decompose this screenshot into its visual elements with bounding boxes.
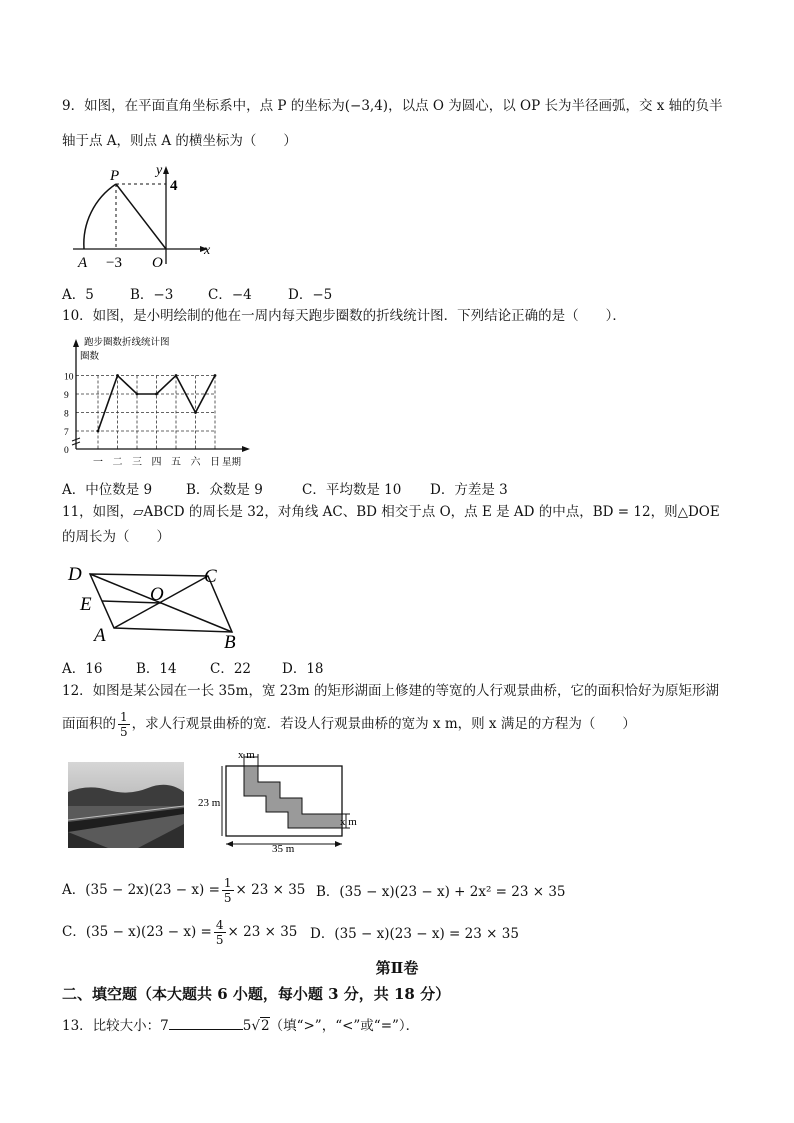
answer-blank[interactable] (169, 1015, 243, 1030)
q12-option-d: D．(35 − x)(23 − x) = 23 × 35 (310, 926, 519, 942)
chart-point (175, 374, 178, 377)
width-arrow-right (335, 841, 342, 847)
q13-post: （填“>”，“<”或“=”）． (269, 1018, 420, 1034)
chart-point (97, 430, 100, 433)
label-4: 4 (170, 178, 178, 194)
q12-option-c (62, 918, 297, 947)
q11-option-a: A．16 (62, 661, 103, 677)
label-o: O (152, 255, 163, 271)
q12-fraction (118, 710, 130, 739)
label-xm-top: x m (238, 752, 255, 761)
q11-line1: 11，如图，▱ABCD 的周长是 32，对角线 AC、BD 相交于点 O，点 E 是 AD 的中点，BD = 12，则△DOE (62, 504, 720, 520)
chart-point (155, 393, 158, 396)
label-d: D (68, 564, 82, 585)
chart-x-tick-label: 六 (190, 457, 201, 468)
q12-option-c-pre: C．(35 − x)(23 − x) = (62, 924, 212, 940)
chart-ylabel: 圈数 (80, 352, 100, 362)
segment-op (116, 184, 166, 249)
q12-option-c-fraction (214, 918, 226, 947)
label-a: A (78, 255, 88, 271)
q13-pre: 13．比较大小：7 (62, 1018, 169, 1034)
chart-y-tick-label: 9 (64, 391, 69, 401)
chart-x-arrow (242, 446, 250, 452)
chart-x-tick-label: 二 (112, 457, 123, 468)
chart-x-tick-label: 四 (151, 457, 162, 468)
label-minus3: −3 (106, 255, 122, 271)
label-y: y (156, 163, 163, 178)
q12-frac-denominator: 5 (120, 725, 128, 739)
q12-frac-numerator: 1 (120, 710, 128, 724)
label-p: P (110, 168, 120, 184)
q9-line1: 9．如图，在平面直角坐标系中，点 P 的坐标为(−3,4)，以点 O 为圆心，以 OP 长为半径画弧，交 x 轴的负半 (62, 98, 723, 114)
q13-coefficient: 5 (242, 1018, 252, 1034)
q10-chart (62, 333, 252, 471)
q12-line2-pre: 面面积的 (62, 716, 116, 732)
label-height: 23 m (198, 797, 221, 809)
label-a: A (94, 625, 106, 646)
q12-figure (196, 752, 366, 856)
q12-option-a-denominator: 5 (223, 891, 232, 905)
q12-option-c-post: × 23 × 35 (227, 924, 298, 940)
section-heading: 二、填空题（本大题共 6 小题，每小题 3 分，共 18 分） (62, 985, 451, 1003)
q10-option-d: D．方差是 3 (430, 482, 508, 498)
q10-line1: 10．如图，是小明绘制的他在一周内每天跑步圈数的折线统计图．下列结论正确的是（ ）． (62, 308, 626, 324)
q10-option-c: C．平均数是 10 (302, 482, 402, 498)
label-width: 35 m (272, 843, 295, 855)
width-arrow-left (226, 841, 233, 847)
chart-x-tick-label: 一 (93, 457, 103, 468)
q12-option-a-fraction (222, 876, 234, 905)
q10-option-a: A．中位数是 9 (62, 482, 153, 498)
q12-line2 (62, 710, 636, 739)
q11-option-d: D．18 (282, 661, 324, 677)
sqrt-sign: √ (251, 1018, 260, 1034)
chart-point (214, 374, 217, 377)
chart-x-tick-label: 日 (210, 457, 220, 468)
q12-option-a (62, 876, 305, 905)
q12-option-a-post: × 23 × 35 (235, 882, 306, 898)
chart-point (194, 411, 197, 414)
q9-option-d: D．−5 (288, 287, 333, 303)
label-xm-right: x m (340, 816, 357, 828)
bridge-photo (68, 762, 184, 848)
label-o: O (150, 584, 164, 605)
q12-option-a-pre: A．(35 − 2x)(23 − x) = (62, 882, 220, 898)
chart-y-tick-label: 7 (64, 428, 69, 438)
q11-option-c: C．22 (210, 661, 252, 677)
chart-marks (64, 373, 220, 469)
chart-grid (72, 376, 215, 450)
q11-figure (62, 562, 252, 654)
chart-x-tick-label: 三 (132, 457, 142, 468)
chart-y-tick-label: 0 (64, 446, 69, 456)
chart-y-arrow (73, 339, 79, 347)
q12-option-c-numerator: 4 (215, 918, 224, 932)
q11-line2: 的周长为（ ） (62, 529, 170, 545)
sqrt-radicand: 2 (260, 1018, 270, 1034)
chart-y-tick-label: 8 (64, 409, 69, 420)
chart-title: 跑步圈数折线统计图 (84, 338, 170, 348)
chart-y-tick-label: 10 (64, 372, 74, 383)
label-x: x (204, 243, 211, 258)
chart-point (116, 374, 119, 377)
q9-line2: 轴于点 A，则点 A 的横坐标为（ ） (62, 133, 297, 149)
q12-option-c-denominator: 5 (215, 933, 224, 947)
q9-figure (68, 160, 218, 272)
q9-option-b: B．−3 (130, 287, 174, 303)
chart-point (136, 393, 139, 396)
q13 (62, 1014, 419, 1034)
label-e: E (80, 594, 92, 615)
q9-option-c: C．−4 (208, 287, 252, 303)
q10-option-b: B．众数是 9 (186, 482, 263, 498)
q12-line1: 12．如图是某公园在一长 35m，宽 23m 的矩形湖面上修建的等宽的人行观景曲桥，它的面积恰好为原矩形湖 (62, 683, 720, 699)
label-b: B (224, 632, 236, 653)
q12-option-a-numerator: 1 (223, 876, 232, 890)
chart-x-tick-label: 五 (171, 457, 181, 468)
part-title: 第Ⅱ卷 (375, 959, 419, 977)
q12-line2-post: ，求人行观景曲桥的宽．若设人行观景曲桥的宽为 x m，则 x 满足的方程为（ ） (131, 716, 636, 732)
q12-option-b: B．(35 − x)(23 − x) + 2x² = 23 × 35 (316, 884, 566, 900)
label-c: C (204, 566, 217, 587)
arc (84, 184, 116, 249)
y-axis-arrow (163, 166, 169, 174)
q11-option-b: B．14 (136, 661, 177, 677)
q9-option-a: A．5 (62, 287, 94, 303)
chart-xlabel: 星期 (222, 458, 242, 468)
